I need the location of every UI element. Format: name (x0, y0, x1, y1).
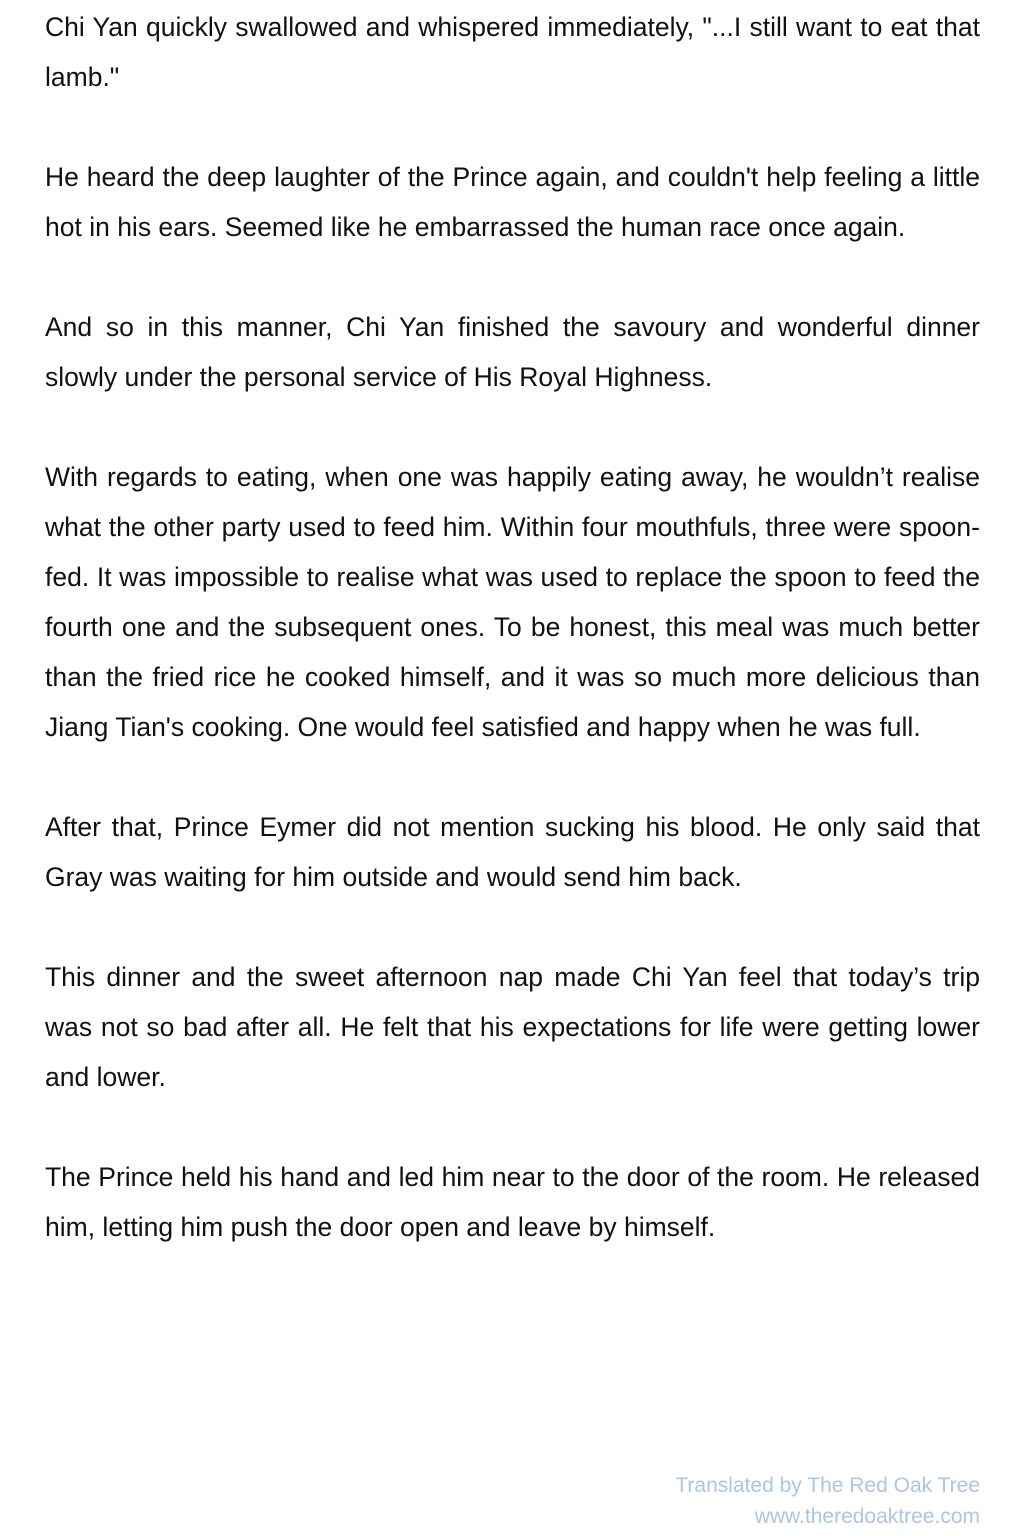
paragraph-6: This dinner and the sweet afternoon nap made Chi Yan feel that today’s trip was not so bad after all. He felt that his expectations for life were getting lower and lower. (45, 962, 980, 1092)
paragraph-3: And so in this manner, Chi Yan finished the savoury and wonderful dinner slowly under the personal service of His Royal Highness. (45, 312, 980, 392)
credit-text: Translated by The Red Oak Tree (675, 1474, 980, 1497)
paragraph-7: The Prince held his hand and led him near to the door of the room. He released him, letting him push the door open and leave by himself. (45, 1162, 980, 1242)
paragraph-4: With regards to eating, when one was happily eating away, he wouldn’t realise what the other party used to feed him. Within four mouthfuls, three were spoon-fed. It was impossible to realise what was used to replace the spoon to feed the fourth one and the subsequent ones. To be honest, this meal was much better than the fried rice he cooked himself, and it was so much more delicious than Jiang Tian's cooking. One would feel satisfied and happy when he was full. (45, 462, 980, 742)
site-url[interactable]: www.theredoaktree.com (754, 1505, 980, 1528)
paragraph-1: Chi Yan quickly swallowed and whispered immediately, "...I still want to eat that lamb." (45, 12, 980, 92)
paragraph-5: After that, Prince Eymer did not mention sucking his blood. He only said that Gray was waiting for him outside and would send him back. (45, 812, 980, 892)
paragraph-2: He heard the deep laughter of the Prince again, and couldn't help feeling a little hot in his ears. Seemed like he embarrassed the human race once again. (45, 162, 980, 242)
chapter-body (45, 0, 980, 1302)
translator-credit (675, 1470, 980, 1532)
